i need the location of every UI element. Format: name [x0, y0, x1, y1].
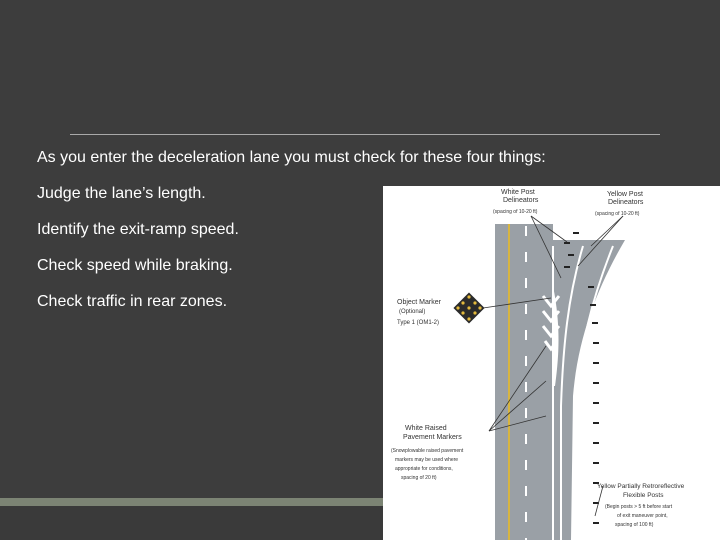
raised-marker-note-3: appropriate for conditions,	[395, 466, 453, 472]
white-post-label-2: Delineators	[503, 197, 539, 204]
white-post-note: (spacing of 10-20 ft)	[493, 209, 538, 215]
footer-accent-band	[0, 498, 383, 506]
object-marker-label: Object Marker	[397, 299, 441, 306]
bullet-lane-length: Judge the lane’s length.	[37, 185, 206, 202]
raised-marker-note-4: spacing of 20 ft)	[401, 475, 437, 481]
object-marker-icon	[453, 292, 484, 323]
raised-marker-note-1: (Snowplowable raised pavement	[391, 448, 464, 454]
exit-ramp-road	[553, 240, 625, 540]
raised-marker-label: White Raised	[405, 425, 447, 432]
object-marker-sub: (Optional)	[399, 309, 426, 315]
exit-ramp-svg	[383, 186, 720, 540]
white-post-label: White Post	[501, 189, 535, 196]
yellow-post-label: Yellow Post	[607, 191, 643, 198]
object-marker-type: Type 1 (OM1-2)	[397, 320, 440, 326]
flex-post-label-2: Flexible Posts	[623, 492, 664, 499]
flex-post-note-3: spacing of 100 ft)	[615, 522, 654, 528]
bullet-ramp-speed: Identify the exit-ramp speed.	[37, 221, 239, 238]
raised-marker-label-2: Pavement Markers	[403, 434, 462, 441]
footer-dark-band	[0, 506, 383, 540]
flex-post-label: Yellow Partially Retroreflective	[597, 483, 685, 490]
raised-marker-note-2: markers may be used where	[395, 457, 459, 463]
yellow-post-label-2: Delineators	[608, 199, 644, 206]
title-divider	[70, 134, 660, 135]
flex-post-note-1: (Begin posts > 5 ft before start	[605, 504, 673, 510]
flex-post-note-2: of exit maneuver point,	[617, 513, 668, 519]
yellow-post-note: (spacing of 10-20 ft)	[595, 211, 640, 217]
bullet-rear-zones: Check traffic in rear zones.	[37, 293, 228, 310]
bullet-intro: As you enter the deceleration lane you must check for these four things:	[37, 149, 546, 166]
exit-ramp-diagram	[383, 186, 720, 540]
bullet-speed-braking: Check speed while braking.	[37, 257, 233, 274]
